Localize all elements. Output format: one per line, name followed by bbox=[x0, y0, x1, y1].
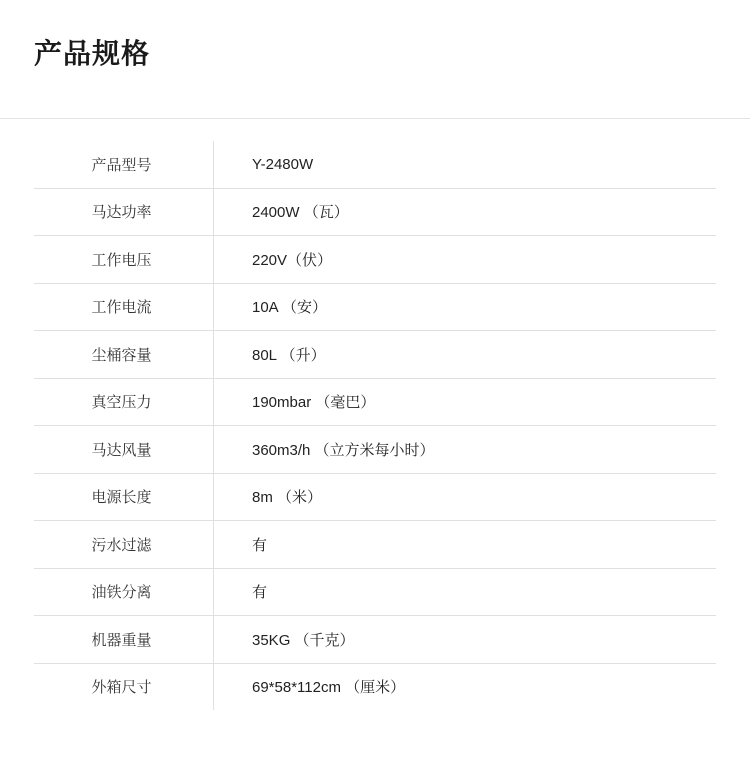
table-row bbox=[34, 663, 716, 710]
table-row bbox=[34, 283, 716, 331]
table-row bbox=[34, 331, 716, 379]
spec-value: 35KG （千克） bbox=[214, 616, 717, 664]
table-row bbox=[34, 616, 716, 664]
table-row bbox=[34, 426, 716, 474]
table-row bbox=[34, 521, 716, 569]
spec-label: 工作电流 bbox=[34, 283, 214, 331]
spec-label: 马达风量 bbox=[34, 426, 214, 474]
spec-value: 有 bbox=[214, 568, 717, 616]
spec-value: 360m3/h （立方米每小时） bbox=[214, 426, 717, 474]
table-row bbox=[34, 473, 716, 521]
spec-label: 真空压力 bbox=[34, 378, 214, 426]
spec-label: 油铁分离 bbox=[34, 568, 214, 616]
spec-value: 190mbar （毫巴） bbox=[214, 378, 717, 426]
table-row bbox=[34, 236, 716, 284]
table-row bbox=[34, 378, 716, 426]
spec-label: 尘桶容量 bbox=[34, 331, 214, 379]
spec-label: 污水过滤 bbox=[34, 521, 214, 569]
spec-label: 外箱尺寸 bbox=[34, 663, 214, 710]
spec-label: 电源长度 bbox=[34, 473, 214, 521]
table-row bbox=[34, 188, 716, 236]
spec-label: 产品型号 bbox=[34, 141, 214, 188]
spec-label: 马达功率 bbox=[34, 188, 214, 236]
spec-value: Y-2480W bbox=[214, 141, 717, 188]
spec-value: 80L （升） bbox=[214, 331, 717, 379]
spec-value: 220V（伏） bbox=[214, 236, 717, 284]
table-row bbox=[34, 141, 716, 188]
page-title: 产品规格 bbox=[34, 38, 151, 69]
spec-value: 69*58*112cm （厘米） bbox=[252, 679, 406, 697]
spec-value: 2400W （瓦） bbox=[214, 188, 717, 236]
spec-value: 10A （安） bbox=[214, 283, 717, 331]
header-divider bbox=[0, 118, 750, 119]
table-row bbox=[34, 568, 716, 616]
spec-value: 8m （米） bbox=[214, 473, 717, 521]
specifications-table bbox=[34, 141, 716, 710]
spec-value: 有 bbox=[214, 521, 717, 569]
spec-label: 工作电压 bbox=[34, 236, 214, 284]
spec-label: 机器重量 bbox=[34, 616, 214, 664]
page-header bbox=[0, 0, 750, 86]
